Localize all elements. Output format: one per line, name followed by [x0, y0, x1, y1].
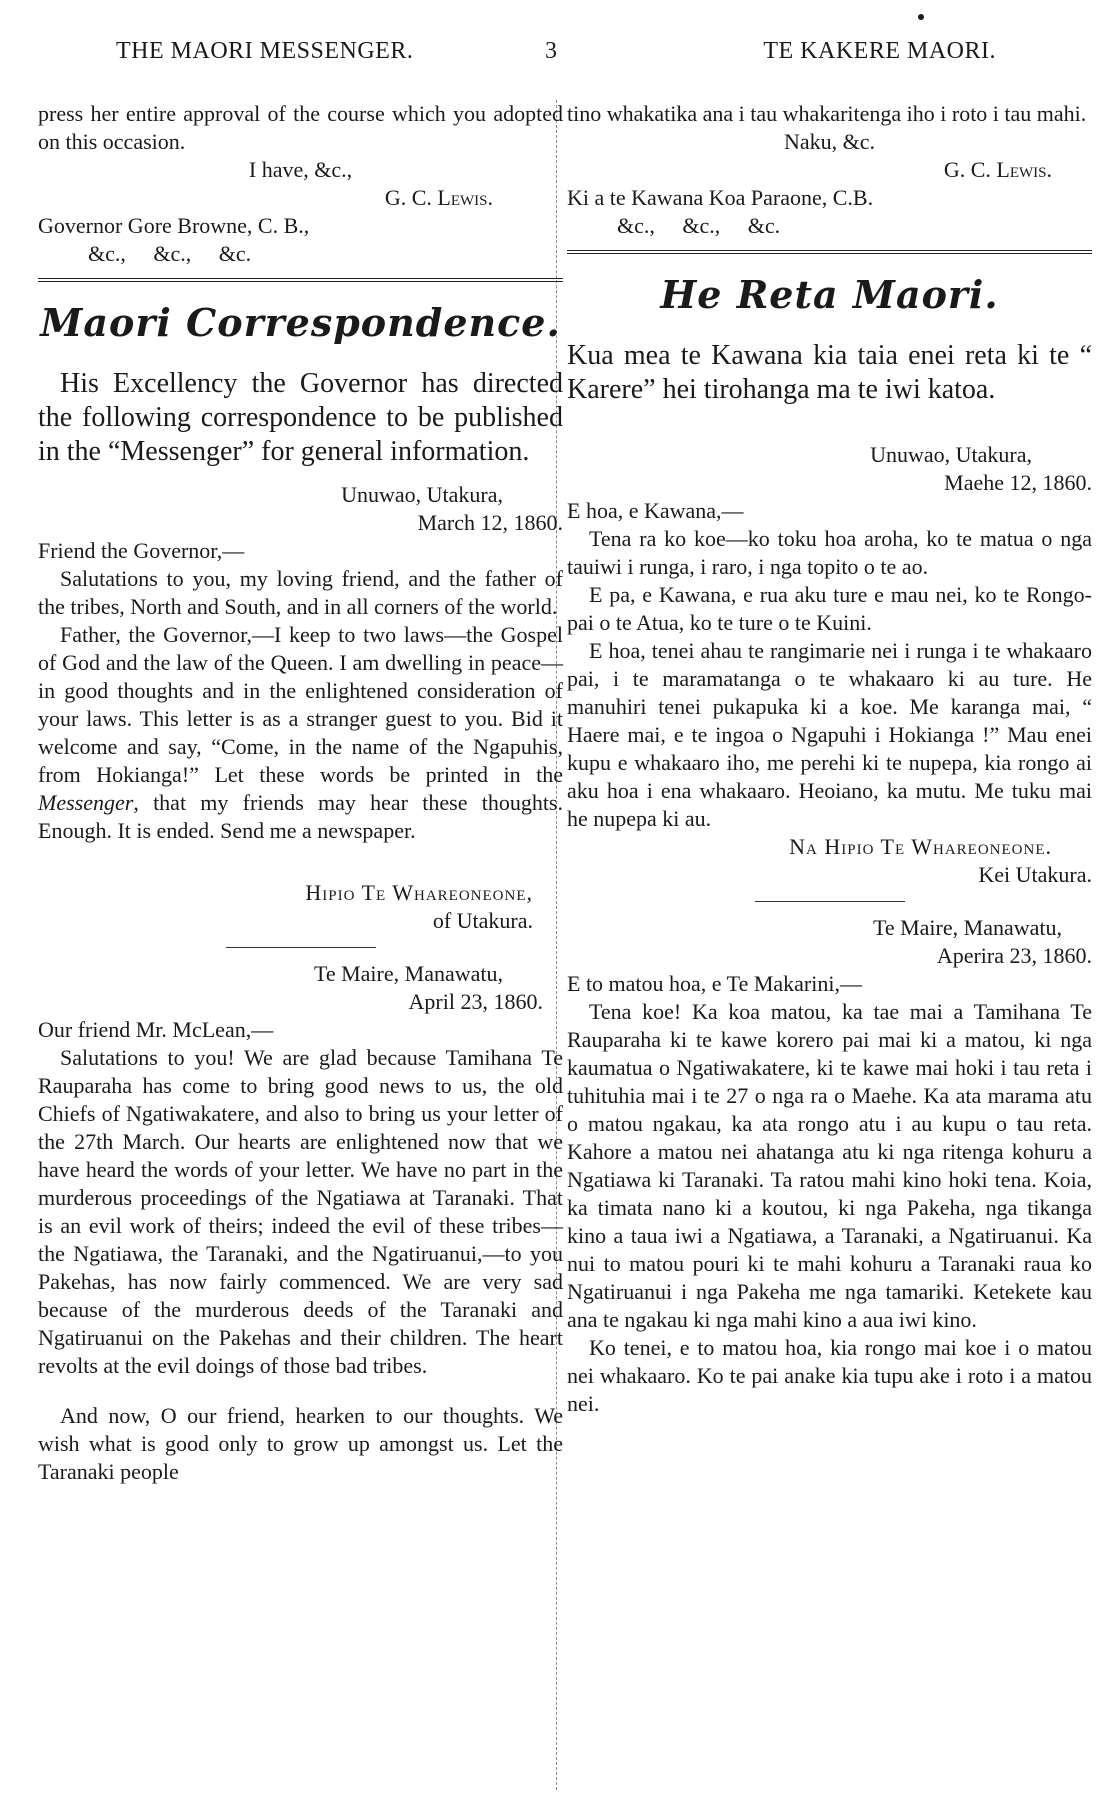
page-number: 3	[545, 38, 558, 64]
mi-letter2-p2: Ko tenei, e to matou hoa, kia rongo mai koe i o matou nei whakaaro. Ko te pai anake kia tupu ake i roto i a matou nei.	[567, 1335, 1092, 1416]
en-letter2-place: Te Maire, Manawatu,	[313, 961, 503, 986]
en-letter1-sig-place: of Utakura.	[432, 908, 533, 933]
ink-dot	[918, 14, 924, 20]
en-letter2-p2: And now, O our friend, hearken to our thoughts. We wish what is good only to grow up amongst us. Let the Taranaki people	[38, 1403, 563, 1484]
mi-addressee: Ki a te Kawana Koa Paraone, C.B.	[567, 185, 874, 210]
mi-letter2-date: Aperira 23, 1860.	[936, 943, 1092, 968]
maori-column	[567, 100, 1092, 1800]
english-column	[38, 100, 563, 1800]
en-letter2-p1: Salutations to you! We are glad because Tamihana Te Rauparaha has come to bring good news to us, the old Chiefs of Ngatiwakatere, and also to bring us your letter of the 27th March. Our hearts are enlightened now that we have heard the words of your letter. We have no part in the murderous proceedings of the Ngatiawa at Taranaki. That is an evil work of theirs; indeed the evil of these tribes—the Ngatiawa, the Taranaki, and the Ngatiruanui,—to you Pakehas, has now fairly commenced. We are very sad because of the murderous deeds of the Taranaki and Ngatiruanui on the Pakehas and their children. The heart revolts at the evil doings of those bad tribes.	[38, 1045, 563, 1378]
en-letter2-salutation: Our friend Mr. McLean,—	[38, 1017, 274, 1042]
en-letter1-p1: Salutations to you, my loving friend, and the father of the tribes, North and South, and in all corners of the world.	[38, 566, 563, 619]
mi-signer: G. C. Lewis.	[943, 157, 1052, 182]
en-top-paragraph: press her entire approval of the course which you adopted on this occasion.	[38, 101, 563, 154]
mi-letter2-p1: Tena koe! Ka koa matou, ka tae mai a Tamihana Te Rauparaha ki te kawe korero pai mai ki a matou, ki nga kaumatua o Ngatiwakatere, ki te kawe mai hoki i tau reta i tuhituhia mai i te 27 o nga ra o Maehe. Ka ata marama atu o matou ngakau, ka ata rongo atu i au kupu o tau reta. Kahore a matou nei ahatanga atu ki nga ritenga kohuru a Ngatiawa ki Taranaki. Ta ratou mahi kino hoki tena. Koia, ka timata nano ki a koutou, ki nga Pakeha, nga tikanga kino a taua iwi a Ngatiawa, a Taranaki, a Ngatiruanui. Ka nui to matou pouri ki te mahi kohuru a Taranaki raua ko Ngatiruanui i nga Pakeha me nga tamariki. Ketekete kau ana te ngakau ki nga mahi kino a aua iwi kino.	[567, 999, 1092, 1332]
en-signer: G. C. Lewis.	[384, 185, 493, 210]
en-closing: I have, &c.,	[248, 157, 353, 182]
mi-section-rule	[567, 250, 1092, 254]
mi-letter1-p3: E hoa, tenei ahau te rangimarie nei i runga i te whakaaro pai, i te maramatanga o te whakaaro ki au ture. He manuhiri tenei pukapuka ki a koe. Me karanga mai, “ Haere mai, e te ingoa o Ngapuhi i Hokianga !” Mau enei kupu e whakaaro iho, me perehi ki te nupepa, kia rongo ai aku hoa i ena whakaaro. Heoiano, ka mutu. Me tuku mai he nupepa ki au.	[567, 638, 1092, 831]
mi-intro: Kua mea te Kawana kia taia enei reta ki te “ Karere” hei tirohanga ma te iwi katoa.	[567, 340, 1092, 405]
en-section-title: Maori Correspondence.	[40, 300, 561, 345]
mi-closing: Naku, &c.	[783, 129, 876, 154]
header-right-title: TE KAKERE MAORI.	[763, 38, 996, 64]
running-head	[0, 38, 1114, 78]
mi-letter2-place: Te Maire, Manawatu,	[872, 915, 1062, 940]
en-section-rule	[38, 278, 563, 282]
mi-section-title: He Reta Maori.	[660, 272, 999, 317]
en-letter1-date: March 12, 1860.	[417, 510, 563, 535]
en-letter1-salutation: Friend the Governor,—	[38, 538, 245, 563]
en-intro: His Excellency the Governor has directed the following correspondence to be published in the “Messenger” for general information.	[38, 368, 563, 467]
mi-addressee-etc: &c., &c., &c.	[617, 213, 781, 238]
mi-letter1-p1: Tena ra ko koe—ko toku hoa aroha, ko te matua o nga tauiwi i runga, i raro, i nga topito o te ao.	[567, 526, 1092, 579]
mi-letter1-date: Maehe 12, 1860.	[944, 470, 1092, 495]
mi-letter1-p2: E pa, e Kawana, e rua aku ture e mau nei, ko te Rongo-pai o te Atua, ko te ture o te Kuini.	[567, 582, 1092, 635]
en-addressee: Governor Gore Browne, C. B.,	[38, 213, 310, 238]
mi-letter1-salutation: E hoa, e Kawana,—	[567, 498, 744, 523]
mi-top-paragraph: tino whakatika ana i tau whakaritenga iho i roto i tau mahi.	[567, 101, 1087, 126]
header-left-title: THE MAORI MESSENGER.	[116, 38, 414, 64]
en-letter1-p2: Father, the Governor,—I keep to two laws—the Gospel of God and the law of the Queen. I am dwelling in peace—in good thoughts and in the enlightened consideration of your laws. This letter is as a stranger guest to you. Bid it welcome and say, “Come, in the name of the Ngapuhis, from Hokianga!” Let these words be printed in the Messenger, that my friends may hear these thoughts. Enough. It is ended. Send me a newspaper.	[38, 622, 563, 843]
mi-letter1-signature: Na Hipio Te Whareoneone.	[789, 834, 1052, 859]
en-addressee-etc: &c., &c., &c.	[88, 241, 252, 266]
en-letter1-place: Unuwao, Utakura,	[341, 482, 503, 507]
mi-letter1-sig-place: Kei Utakura.	[978, 862, 1092, 887]
en-letter2-date: April 23, 1860.	[408, 989, 543, 1014]
mi-letter1-place: Unuwao, Utakura,	[870, 442, 1032, 467]
en-letter1-signature: Hipio Te Whareoneone,	[305, 880, 533, 905]
mi-letter2-salutation: E to matou hoa, e Te Makarini,—	[567, 971, 862, 996]
